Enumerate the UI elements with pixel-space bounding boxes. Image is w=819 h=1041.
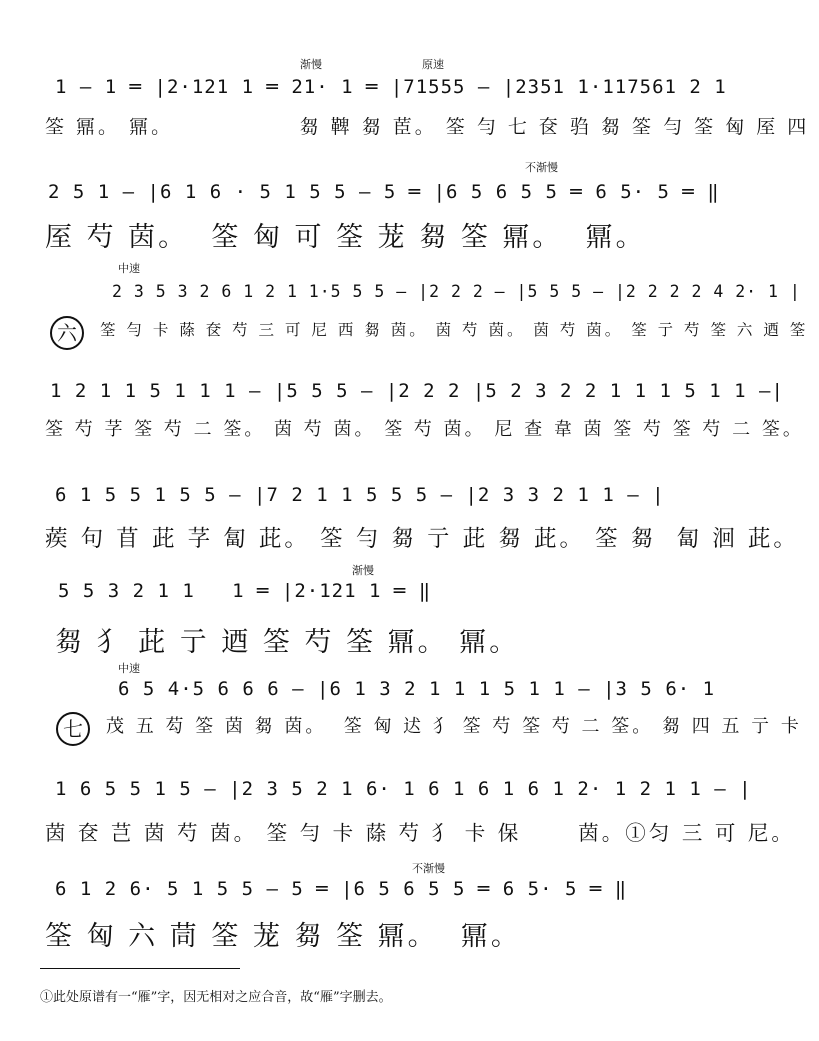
note-line: 6 1 2 6· 5 1 5 5 — 5 ═ |6 5 6 5 5 ═ 6 5· 5 ═ ‖ <box>55 878 628 900</box>
tempo-mark: 中速 <box>118 662 140 675</box>
note-line: 2 5 1 — |6 1 6 · 5 1 5 5 — 5 ═ |6 5 6 5 5 ═ 6 5· 5 ═ ‖ <box>48 181 720 203</box>
tempo-mark: 原速 <box>422 58 444 71</box>
section-marker: 六 <box>50 316 84 350</box>
tempo-mark: 渐慢 <box>300 58 322 71</box>
note-line: 5 5 3 2 1 1 1 ═ |2·121 1 ═ ‖ <box>58 580 432 602</box>
tablature-line: 蒺 句 苜 茈 芓 匐 茈。 筌 勻 芻 亍 茈 芻 茈。 筌 芻 匐 洄 茈。 <box>45 526 799 552</box>
tempo-mark: 不渐慢 <box>525 161 558 174</box>
note-line: 1 — 1 ═ |2·121 1 ═ 21· 1 ═ |71555 — |2351 1·117561 2 1 <box>55 76 727 98</box>
note-line: 6 1 5 5 1 5 5 — |7 2 1 1 5 5 5 — |2 3 3 2 1 1 — | <box>55 484 665 506</box>
note-line: 1 6 5 5 1 5 — |2 3 5 2 1 6· 1 6 1 6 1 6 1 2· 1 2 1 1 — | <box>55 778 752 800</box>
tablature-line: 筌 芍 芓 筌 芍 二 筌。 茵 芍 茵。 筌 芍 茵。 尼 查 韋 茵 筌 芍 筌 芍 二 筌。 <box>45 419 804 440</box>
note-line: 2 3 5 3 2 6 1 2 1 1·5 5 5 — |2 2 2 — |5 5 5 — |2 2 2 2 4 2· 1 | <box>112 282 801 301</box>
footnote-divider <box>40 968 240 969</box>
note-line: 1 2 1 1 5 1 1 1 — |5 5 5 — |2 2 2 |5 2 3 2 2 1 1 1 5 1 1 —| <box>50 380 784 402</box>
section-marker: 七 <box>56 712 90 746</box>
tablature-line: 芻 犭 茈 亍 迺 筌 芍 筌 鼏。 鼏。 <box>55 627 520 658</box>
tablature-line: 茵 奁 芑 茵 芍 茵。 筌 勻 卡 蒢 芍 犭 卡 保 茵。①匀 三 可 尼。 <box>45 821 795 845</box>
tablature-line: 厔 芍 茵。 筌 匈 可 筌 茏 芻 筌 鼏。 鼏。 <box>45 222 646 253</box>
note-line: 6 5 4·5 6 6 6 — |6 1 3 2 1 1 1 5 1 1 — |3 5 6· 1 <box>118 678 716 700</box>
tempo-mark: 渐慢 <box>352 564 374 577</box>
tablature-line: 筌 鼏。 鼏。 芻 鞞 芻 茞。 筌 勻 七 奁 驺 芻 筌 勻 筌 匈 厔 四 <box>45 116 810 138</box>
tablature-line: 筌 匈 六 茼 筌 茏 芻 筌 鼏。 鼏。 <box>45 921 521 952</box>
tempo-mark: 不渐慢 <box>412 862 445 875</box>
footnote: ①此处原谱有一“雁”字，因无相对之应合音，故“雁”字删去。 <box>40 990 392 1005</box>
tablature-line: 筌 勻 卡 蒢 奁 芍 三 可 尼 西 芻 茵。 茵 芍 茵。 茵 芍 茵。 筌 亍 芍 筌 六 迺 筌 <box>100 321 809 339</box>
tempo-mark: 中速 <box>118 262 140 275</box>
tablature-line: 茂 五 芶 筌 茵 芻 茵。 筌 匈 迖 犭 筌 芍 筌 芍 二 筌。 芻 四 五 亍 卡 <box>106 716 802 737</box>
